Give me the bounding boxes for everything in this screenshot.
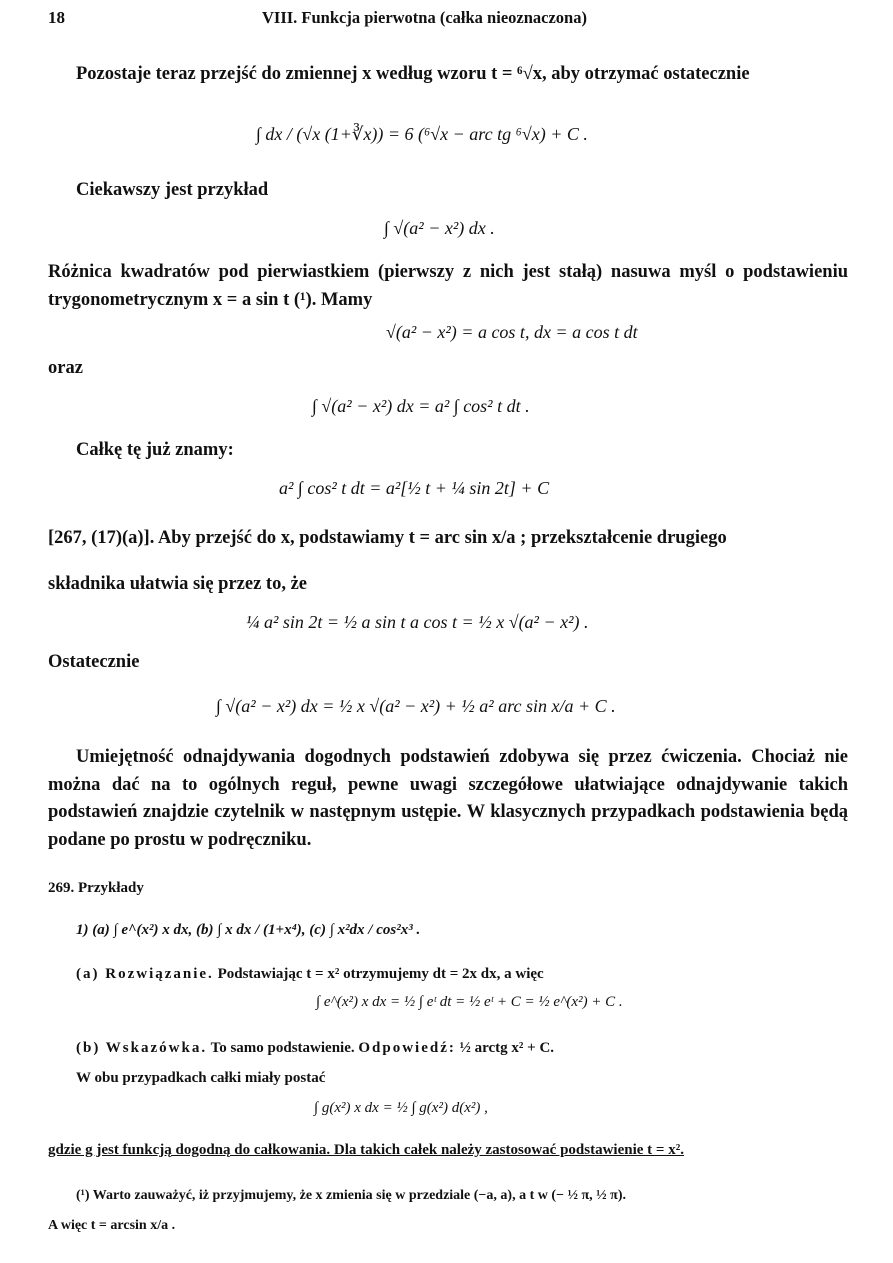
text-obu: W obu przypadkach całki miały postać	[76, 1070, 326, 1086]
text-calke: Całkę tę już znamy:	[76, 440, 234, 460]
answer-text: ½ arctg x² + C.	[459, 1040, 555, 1056]
section-heading: 269. Przykłady	[48, 880, 144, 896]
text-ciekawszy: Ciekawszy jest przykład	[76, 180, 269, 200]
equation-5: a² ∫ cos² t dt = a²[½ t + ¼ sin 2t] + C	[279, 478, 550, 498]
equation-2: ∫ √(a² − x²) dx .	[384, 218, 495, 238]
equation-7: ∫ √(a² − x²) dx = ½ x √(a² − x²) + ½ a² arc sin x/a + C .	[216, 696, 616, 716]
text-intro: Pozostaje teraz przejść do zmiennej x według wzoru t = ⁶√x, aby otrzymać ostatecznie	[76, 64, 750, 84]
footnote-line-2: A więc t = arcsin x/a .	[48, 1218, 176, 1233]
solution-a-label: (a) Rozwiązanie.	[76, 966, 214, 982]
text-skladnika: składnika ułatwia się przez to, że	[48, 574, 307, 594]
paragraph-umiejetnosc: Umiejętność odnajdywania dogodnych podstawień zdobywa się przez ćwiczenia. Chociaż nie można dać na to ogólnych reguł, pewne uwagi szczegółowe ułatwiające odnajdywanie takich podstawień znajdzie czytelnik w następnym ustępie. W klasycznych przypadkach podstawienia będą podane po prostu w podręczniku.	[48, 747, 848, 850]
page-number: 18	[48, 8, 65, 27]
answer-label: Odpowiedź:	[358, 1040, 456, 1056]
equation-3: √(a² − x²) = a cos t, dx = a cos t dt	[386, 322, 638, 342]
text-gdzie: gdzie g jest funkcją dogodną do całkowania. Dla takich całek należy zastosować podstawienie t = x².	[48, 1142, 684, 1158]
hint-b-label: (b) Wskazówka.	[76, 1040, 208, 1056]
equation-8: ∫ e^(x²) x dx = ½ ∫ eᵗ dt = ½ eᵗ + C = ½ e^(x²) + C .	[316, 994, 623, 1010]
equation-4: ∫ √(a² − x²) dx = a² ∫ cos² t dt .	[312, 396, 530, 416]
equation-9: ∫ g(x²) x dx = ½ ∫ g(x²) d(x²) ,	[314, 1100, 488, 1116]
text-oraz: oraz	[48, 358, 83, 378]
text-ostatecznie: Ostatecznie	[48, 652, 140, 672]
examples-list: 1) (a) ∫ e^(x²) x dx, (b) ∫ x dx / (1+x⁴), (c) ∫ x²dx / cos²x³ .	[76, 922, 421, 938]
text-ref: [267, (17)(a)]. Aby przejść do x, podstawiamy t = arc sin x/a ; przekształcenie drugiego	[48, 528, 727, 548]
chapter-title: VIII. Funkcja pierwotna (całka nieoznaczona)	[262, 8, 587, 27]
solution-a	[76, 966, 544, 983]
equation-6: ¼ a² sin 2t = ½ a sin t a cos t = ½ x √(a² − x²) .	[246, 612, 589, 632]
solution-a-text: Podstawiając t = x² otrzymujemy dt = 2x dx, a więc	[217, 966, 544, 982]
hint-b-text: To samo podstawienie.	[210, 1040, 355, 1056]
paragraph-roznica: Różnica kwadratów pod pierwiastkiem (pierwszy z nich jest stałą) nasuwa myśl o podstawieniu trygonometrycznym x = a sin t (¹). Mamy	[48, 262, 848, 310]
hint-b	[76, 1040, 554, 1057]
footnote-line-1: (¹) Warto zauważyć, iż przyjmujemy, że x zmienia się w przedziale (−a, a), a t w (− ½ π, ½ π).	[76, 1188, 626, 1203]
equation-1: ∫ dx / (√x (1+∛x)) = 6 (⁶√x − arc tg ⁶√x) + C .	[256, 124, 588, 144]
